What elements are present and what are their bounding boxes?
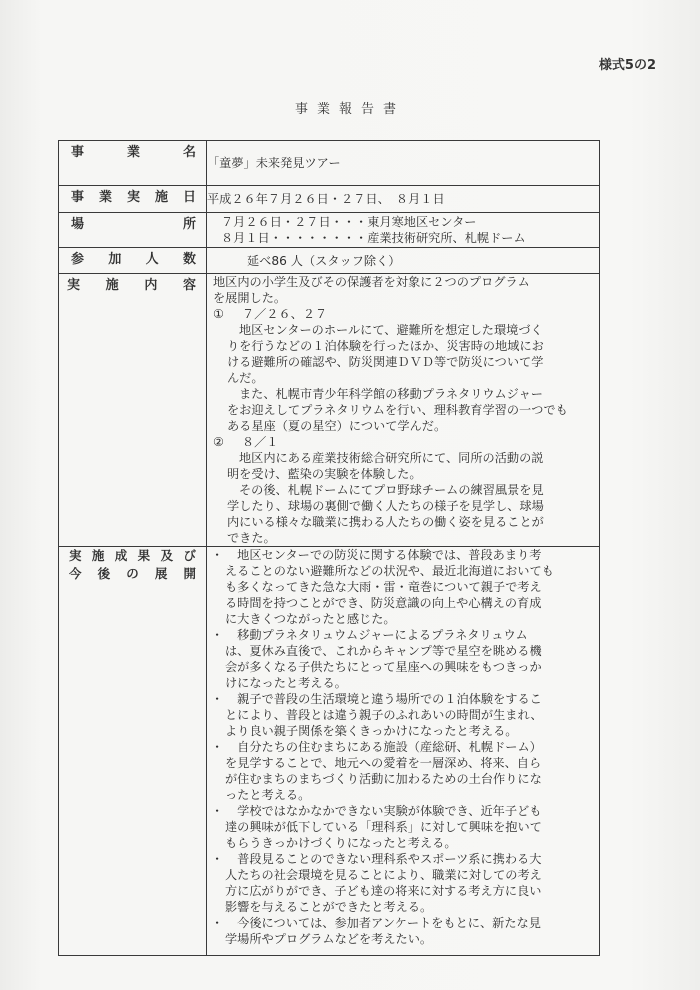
value-content bbox=[207, 274, 600, 547]
results-line-text: 今後については、参加者アンケートをもとに、新たな見 bbox=[225, 916, 541, 930]
content-part1-body bbox=[213, 322, 595, 434]
results-line bbox=[211, 755, 595, 771]
results-line bbox=[211, 627, 595, 643]
content-part1-heading bbox=[213, 306, 595, 322]
bullet-mark bbox=[211, 755, 225, 771]
results-line-text: も多くなってきた急な大雨・雷・竜巻について親子で考え bbox=[225, 580, 542, 594]
label-participants bbox=[59, 248, 207, 274]
bullet-mark: ・ bbox=[211, 916, 224, 930]
label-content-char: 施 bbox=[105, 278, 119, 293]
participants-text: 延べ86 人（スタッフ除く） bbox=[247, 253, 401, 268]
results-line-text: が住むまちのまちづくり活動に加わるための土台作りにな bbox=[225, 772, 542, 786]
results-line-text: 地区センターでの防災に関する体験では、普段あまり考 bbox=[225, 548, 542, 562]
label-content-char: 内 bbox=[144, 278, 158, 293]
content-part2-line: 地区内にある産業技術総合研究所にて、同所の活動の説 bbox=[239, 451, 544, 465]
content-part1-line: をお迎えしてプラネタリウムを行い、理科教育学習の一つでも bbox=[227, 403, 568, 417]
label-results-line2-char: 開 bbox=[183, 566, 196, 581]
bullet-mark: ・ bbox=[211, 692, 224, 706]
part1-mark: ① bbox=[213, 307, 224, 321]
results-line-text: 達の興味が低下している「理科系」に対して興味を抱いて bbox=[225, 820, 542, 834]
content-part2-line: 学したり、球場の裏側で働く人たちの様子を見学し、球場 bbox=[227, 499, 544, 513]
row-results bbox=[59, 547, 600, 956]
content-intro-2: を展開した。 bbox=[213, 291, 287, 305]
results-line bbox=[211, 691, 595, 707]
results-line-text: 人たちの社会環境を見ることにより、職業に対しての考え bbox=[225, 868, 542, 882]
results-line-text: 影響を与えることができたと考える。 bbox=[225, 900, 433, 914]
bullet-mark: ・ bbox=[211, 740, 224, 754]
results-line bbox=[211, 899, 595, 915]
label-results-line1-char: 及 bbox=[160, 548, 174, 563]
row-place bbox=[59, 213, 600, 248]
label-dates-char: 実 bbox=[126, 190, 140, 205]
bullet-mark bbox=[211, 835, 225, 851]
bullet-mark: ・ bbox=[211, 628, 224, 642]
label-dates-char: 日 bbox=[182, 190, 196, 205]
results-line bbox=[211, 771, 595, 787]
results-line bbox=[211, 707, 595, 723]
bullet-mark: ・ bbox=[211, 548, 224, 562]
value-results bbox=[207, 547, 600, 956]
content-part1-line: りを行うなどの１泊体験を行ったほか、災害時の地域にお bbox=[227, 339, 544, 353]
results-line bbox=[211, 851, 595, 867]
place-line-2: ８月１日・・・・・・・・産業技術研究所、札幌ドーム bbox=[221, 231, 526, 245]
document-title: 事業報告書 bbox=[294, 102, 405, 117]
results-line-text: 親子で普段の生活環境と違う場所での１泊体験をするこ bbox=[225, 692, 542, 706]
bullet-mark bbox=[211, 787, 225, 803]
label-results-line2-char: の bbox=[126, 566, 139, 581]
results-line-text: 学場所やプログラムなどを考えたい。 bbox=[225, 932, 433, 946]
label-results-line1-char: 果 bbox=[137, 548, 151, 563]
label-results-line2-char: 今 bbox=[69, 566, 82, 581]
results-line-text: 自分たちの住むまちにある施設（産総研、札幌ドーム） bbox=[225, 740, 542, 754]
label-dates-char: 業 bbox=[98, 190, 112, 205]
label-participants-char: 参 bbox=[71, 252, 85, 267]
bullet-mark bbox=[211, 883, 225, 899]
results-line bbox=[211, 723, 595, 739]
results-line bbox=[211, 563, 595, 579]
label-results-line1-char: び bbox=[183, 548, 196, 563]
part2-date: ８／１ bbox=[241, 435, 279, 449]
label-project-name-char: 事 bbox=[71, 145, 85, 160]
results-line bbox=[211, 867, 595, 883]
label-results-line2-char: 展 bbox=[154, 566, 168, 581]
results-line-text: 移動プラネタリュウムジャーによるプラネタリュウム bbox=[225, 628, 528, 642]
results-line bbox=[211, 659, 595, 675]
results-line bbox=[211, 883, 595, 899]
results-line bbox=[211, 915, 595, 931]
label-dates bbox=[59, 186, 207, 213]
label-dates-char: 事 bbox=[71, 190, 85, 205]
bullet-mark bbox=[211, 595, 225, 611]
results-line-text: えることのない避難所などの状況や、最近北海道においても bbox=[225, 564, 554, 578]
label-place-char: 所 bbox=[182, 217, 196, 232]
results-line bbox=[211, 579, 595, 595]
row-content bbox=[59, 274, 600, 547]
results-line bbox=[211, 787, 595, 803]
dates-text: 平成２６年７月２６日・２７日、 ８月１日 bbox=[207, 192, 445, 206]
results-line-text: は、夏休み直後で、これからキャンプ等で星空を眺める機 bbox=[225, 644, 542, 658]
results-line-text: に大きくつながったと感じた。 bbox=[225, 612, 396, 626]
project-name-text: 「童夢」未来発見ツアー bbox=[207, 156, 341, 170]
label-project-name-char: 名 bbox=[182, 145, 196, 160]
part2-mark: ② bbox=[213, 435, 224, 449]
bullet-mark bbox=[211, 723, 225, 739]
bullet-mark bbox=[211, 675, 225, 691]
results-line-text: を見学することで、地元への愛着を一層深め、将来、自ら bbox=[225, 756, 542, 770]
row-participants bbox=[59, 248, 600, 274]
bullet-mark bbox=[211, 867, 225, 883]
form-number: 様式5の2 bbox=[598, 58, 656, 73]
results-line-text: 方に広がりができ、子ども達の将来に対する考え方に良い bbox=[225, 884, 542, 898]
results-line bbox=[211, 611, 595, 627]
content-part2-line: できた。 bbox=[227, 531, 276, 545]
content-part1-line: んだ。 bbox=[227, 371, 264, 385]
row-dates bbox=[59, 186, 600, 213]
results-line bbox=[211, 675, 595, 691]
bullet-mark bbox=[211, 819, 225, 835]
content-part2-heading bbox=[213, 434, 595, 450]
label-results-line2-char: 後 bbox=[97, 566, 111, 581]
results-line-text: もらうきっかけづくりになったと考える。 bbox=[225, 836, 457, 850]
content-part1-line: ある星座（夏の星空）について学んだ。 bbox=[227, 419, 447, 433]
bullet-mark bbox=[211, 707, 225, 723]
content-part2-body bbox=[213, 450, 595, 546]
label-participants-char: 人 bbox=[145, 252, 159, 267]
place-line-1: ７月２６日・２７日・・・東月寒地区センター bbox=[221, 215, 477, 229]
content-part1-line: また、札幌市青少年科学館の移動プラネタリウムジャー bbox=[239, 387, 543, 401]
results-line-text: 会が多くなる子供たちにとって星座への興味をもつきっか bbox=[225, 660, 542, 674]
results-line bbox=[211, 931, 595, 947]
label-place-char: 場 bbox=[71, 217, 85, 232]
label-content bbox=[59, 274, 207, 547]
label-results-line1-char: 施 bbox=[91, 548, 105, 563]
label-results-line1-char: 成 bbox=[114, 548, 128, 563]
results-line-text: る時間を持つことができ、防災意識の向上や心構えの育成 bbox=[225, 596, 542, 610]
value-place bbox=[207, 213, 600, 248]
results-line bbox=[211, 803, 595, 819]
report-table bbox=[58, 140, 600, 956]
bullet-mark bbox=[211, 579, 225, 595]
bullet-mark bbox=[211, 643, 225, 659]
results-line bbox=[211, 819, 595, 835]
label-content-char: 実 bbox=[67, 278, 81, 293]
content-part2-line: その後、札幌ドームにてプロ野球チームの練習風景を見 bbox=[239, 483, 544, 497]
label-results-line1-char: 実 bbox=[69, 548, 82, 563]
bullet-mark: ・ bbox=[211, 852, 224, 866]
results-line-text: 学校ではなかなかできない実験が体験でき、近年子ども bbox=[225, 804, 542, 818]
content-part2-line: 明を受け、藍染の実験を体験した。 bbox=[227, 467, 422, 481]
value-dates bbox=[207, 186, 600, 213]
results-line-text: けになったと考える。 bbox=[225, 676, 347, 690]
bullet-mark bbox=[211, 899, 225, 915]
content-part1-line: ける避難所の確認や、防災関連ＤＶＤ等で防災について学 bbox=[227, 355, 544, 369]
bullet-mark bbox=[211, 563, 225, 579]
results-line-text: 普段見ることのできない理科系やスポーツ系に携わる大 bbox=[225, 852, 542, 866]
label-project-name bbox=[59, 141, 207, 186]
label-content-char: 容 bbox=[182, 278, 196, 293]
value-project-name bbox=[207, 141, 600, 186]
label-results bbox=[59, 547, 207, 956]
results-line bbox=[211, 595, 595, 611]
results-line bbox=[211, 547, 595, 563]
bullet-mark bbox=[211, 659, 225, 675]
results-line-text: ったと考える。 bbox=[225, 788, 311, 802]
bullet-mark bbox=[211, 771, 225, 787]
results-line bbox=[211, 739, 595, 755]
row-project-name bbox=[59, 141, 600, 186]
results-line bbox=[211, 835, 595, 851]
bullet-mark bbox=[211, 611, 225, 627]
results-line-text: より良い親子関係を築くきっかけになったと考える。 bbox=[225, 724, 518, 738]
results-line bbox=[211, 643, 595, 659]
part1-date: ７／２６、２７ bbox=[241, 307, 328, 321]
content-part1-line: 地区センターのホールにて、避難所を想定した環境づく bbox=[239, 323, 543, 337]
label-participants-char: 加 bbox=[108, 252, 122, 267]
content-intro-1: 地区内の小学生及びその保護者を対象に２つのプログラム bbox=[213, 275, 530, 289]
bullet-mark bbox=[211, 931, 225, 947]
label-participants-char: 数 bbox=[182, 252, 196, 267]
results-line-text: とにより、普段とは違う親子のふれあいの時間が生まれ、 bbox=[225, 708, 543, 722]
content-part2-line: 内にいる様々な職業に携わる人たちの働く姿を見ることが bbox=[227, 515, 544, 529]
label-place bbox=[59, 213, 207, 248]
label-project-name-char: 業 bbox=[126, 145, 140, 160]
value-participants bbox=[207, 248, 600, 274]
bullet-mark: ・ bbox=[211, 804, 224, 818]
label-dates-char: 施 bbox=[154, 190, 168, 205]
